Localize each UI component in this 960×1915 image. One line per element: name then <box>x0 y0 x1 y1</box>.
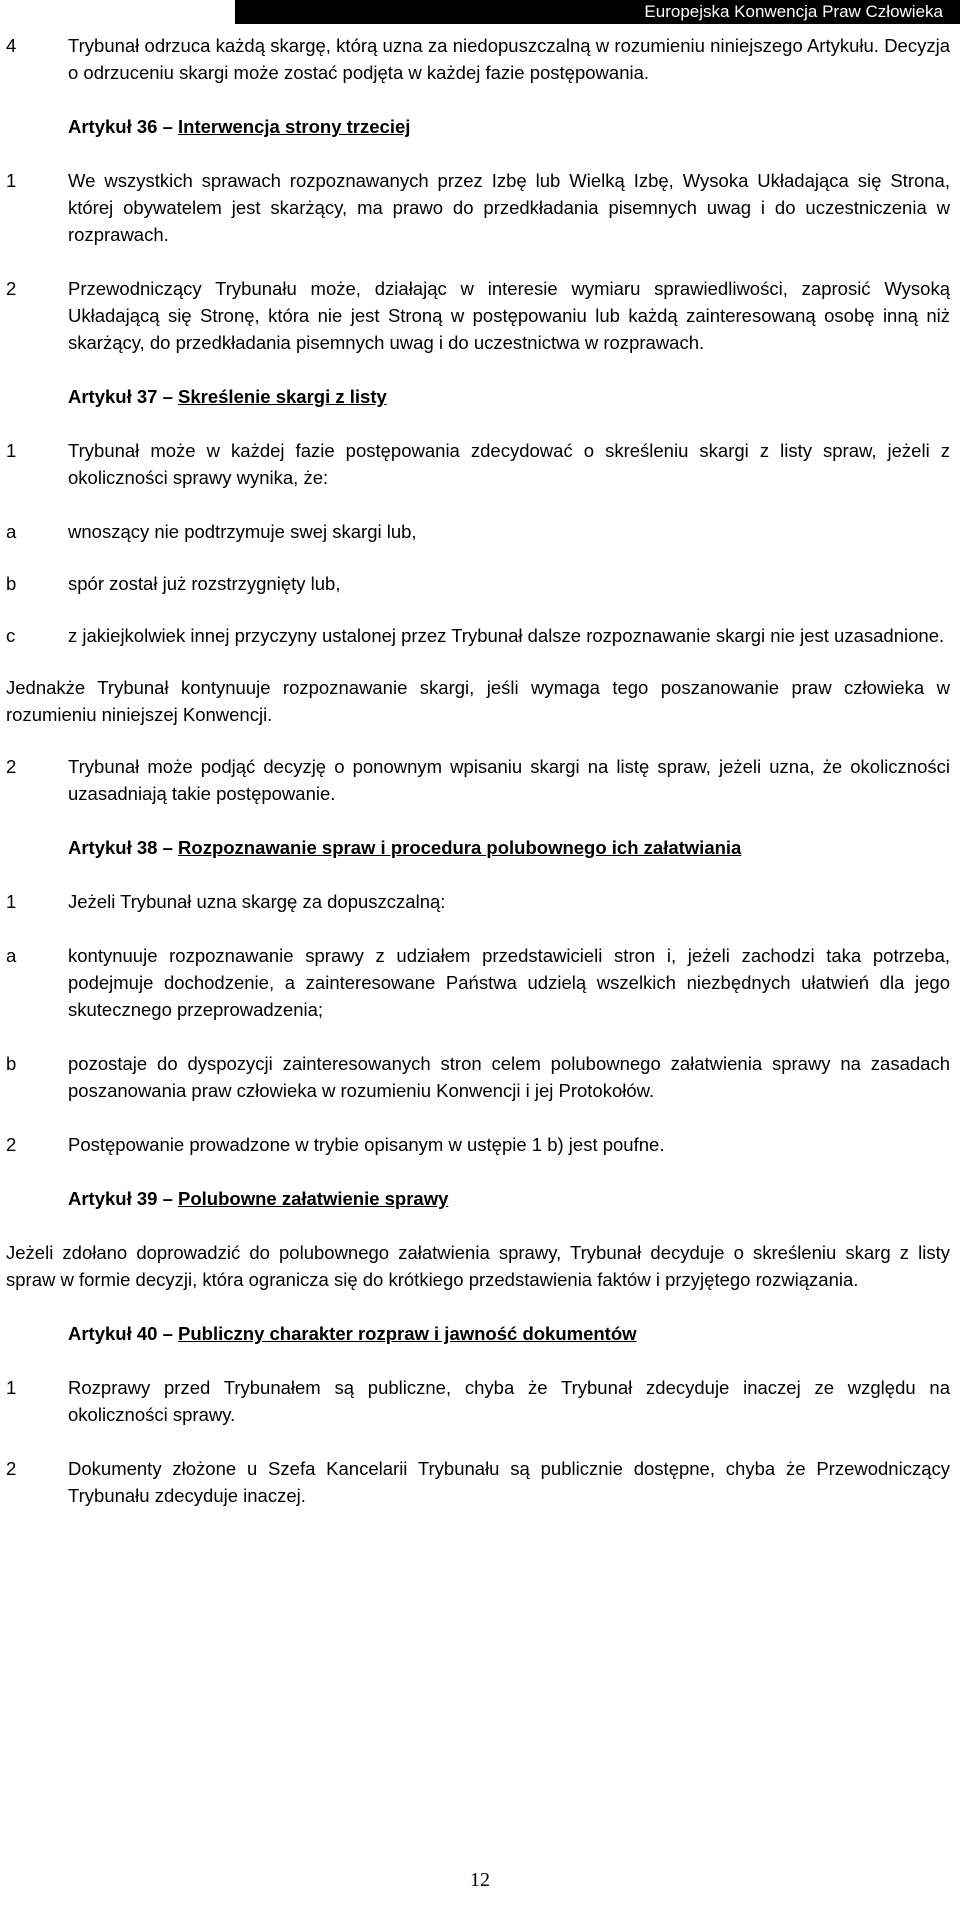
paragraph-number: 1 <box>6 891 17 912</box>
paragraph <box>6 888 950 915</box>
plain-paragraph: Jeżeli zdołano doprowadzić do polubownego załatwienia sprawy, Trybunał decyduje o skreśleniu skarg z listy spraw w formie decyzji, która ogranicza się do krótkiego przedstawienia faktów i przyjętego rozwiązania. <box>6 1242 950 1290</box>
paragraph-text: Trybunał może podjąć decyzję o ponownym wpisaniu skargi na listę spraw, jeżeli uzna, że okoliczności uzasadniają takie postępowanie. <box>68 756 950 804</box>
paragraph <box>6 437 950 491</box>
paragraph-number: 1 <box>6 1377 17 1398</box>
article-heading <box>6 113 950 140</box>
list-item <box>6 1050 950 1104</box>
list-item <box>6 622 950 649</box>
list-item <box>6 570 950 597</box>
paragraph-text: Postępowanie prowadzone w trybie opisanym w ustępie 1 b) jest poufne. <box>68 1134 665 1155</box>
paragraph <box>6 32 950 86</box>
paragraph-number: 1 <box>6 440 17 461</box>
list-letter: b <box>6 1053 17 1074</box>
article-label: Artykuł 38 – <box>68 837 179 858</box>
article-label: Artykuł 40 – <box>68 1323 179 1344</box>
paragraph-text: Jeżeli Trybunał uzna skargę za dopuszczalną: <box>68 891 446 912</box>
paragraph <box>6 1131 950 1158</box>
list-letter: a <box>6 945 17 966</box>
article-label: Artykuł 36 – <box>68 116 179 137</box>
paragraph-number: 2 <box>6 278 17 299</box>
paragraph <box>6 167 950 248</box>
article-title: Rozpoznawanie spraw i procedura polubownego ich załatwiania <box>178 837 742 858</box>
article-title: Polubowne załatwienie sprawy <box>178 1188 449 1209</box>
list-item-text: spór został już rozstrzygnięty lub, <box>68 573 341 594</box>
article-heading <box>6 834 950 861</box>
article-heading <box>6 383 950 410</box>
article-heading <box>6 1320 950 1347</box>
paragraph <box>6 1374 950 1428</box>
paragraph <box>6 275 950 356</box>
list-item <box>6 518 950 545</box>
paragraph-text: Przewodniczący Trybunału może, działając w interesie wymiaru sprawiedliwości, zaprosić Wysoką Układającą się Stronę, która nie jest Stroną w postępowaniu lub każdą zainteresowaną osobę inną niż skarżący, do przedkładania pisemnych uwag i do uczestnictwa w rozprawach. <box>68 278 950 353</box>
list-item <box>6 942 950 1023</box>
list-letter: a <box>6 521 17 542</box>
paragraph-text: Rozprawy przed Trybunałem są publiczne, chyba że Trybunał zdecyduje inaczej ze względu na okoliczności sprawy. <box>68 1377 950 1425</box>
article-title: Skreślenie skargi z listy <box>178 386 387 407</box>
document-header: Europejska Konwencja Praw Człowieka <box>235 0 960 24</box>
paragraph-text: Trybunał odrzuca każdą skargę, którą uzna za niedopuszczalną w rozumieniu niniejszego Artykułu. Decyzja o odrzuceniu skargi może zostać podjęta w każdej fazie postępowania. <box>68 35 950 83</box>
list-item-text: pozostaje do dyspozycji zainteresowanych stron celem polubownego załatwienia sprawy na zasadach poszanowania praw człowieka w rozumieniu Konwencji i jej Protokołów. <box>68 1053 950 1101</box>
article-heading <box>6 1185 950 1212</box>
document-body <box>6 32 950 1536</box>
list-item-text: z jakiejkolwiek innej przyczyny ustalonej przez Trybunał dalsze rozpoznawanie skargi nie jest uzasadnione. <box>68 625 945 646</box>
paragraph <box>6 1455 950 1509</box>
list-item-text: wnoszący nie podtrzymuje swej skargi lub, <box>68 521 417 542</box>
page-number: 12 <box>470 1869 490 1891</box>
list-item-text: kontynuuje rozpoznawanie sprawy z udziałem przedstawicieli stron i, jeżeli zachodzi taka potrzeba, podejmuje dochodzenie, a zainteresowane Państwa udzielą wszelkich niezbędnych ułatwień dla jego skutecznego przeprowadzenia; <box>68 945 950 1020</box>
paragraph-text: We wszystkich sprawach rozpoznawanych przez Izbę lub Wielką Izbę, Wysoka Układająca się Strona, której obywatelem jest skarżący, ma prawo do przedkładania pisemnych uwag i do uczestniczenia w rozprawach. <box>68 170 950 245</box>
plain-paragraph: Jednakże Trybunał kontynuuje rozpoznawanie skargi, jeśli wymaga tego poszanowanie praw człowieka w rozumieniu niniejszej Konwencji. <box>6 677 950 725</box>
article-label: Artykuł 39 – <box>68 1188 179 1209</box>
paragraph-text: Trybunał może w każdej fazie postępowania zdecydować o skreśleniu skargi z listy spraw, jeżeli z okoliczności sprawy wynika, że: <box>68 440 950 488</box>
list-letter: c <box>6 625 16 646</box>
list-letter: b <box>6 573 17 594</box>
paragraph-text: Dokumenty złożone u Szefa Kancelarii Trybunału są publicznie dostępne, chyba że Przewodniczący Trybunału zdecyduje inaczej. <box>68 1458 950 1506</box>
paragraph <box>6 753 950 807</box>
paragraph-number: 2 <box>6 756 17 777</box>
article-title: Interwencja strony trzeciej <box>178 116 411 137</box>
article-label: Artykuł 37 – <box>68 386 179 407</box>
paragraph-number: 2 <box>6 1458 17 1479</box>
paragraph-number: 4 <box>6 35 17 56</box>
paragraph-number: 1 <box>6 170 17 191</box>
article-title: Publiczny charakter rozpraw i jawność dokumentów <box>178 1323 637 1344</box>
paragraph-number: 2 <box>6 1134 17 1155</box>
